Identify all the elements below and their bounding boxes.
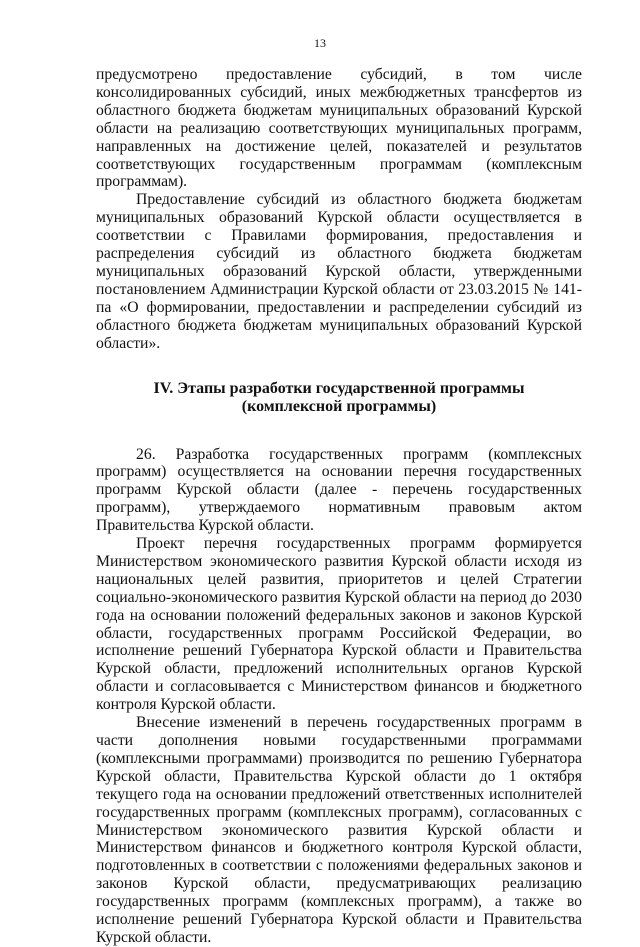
section-heading-line-1: IV. Этапы разработки государственной программы xyxy=(153,379,525,397)
paragraph: 26. Разработка государственных программ (комплексных программ) осуществляется на основании перечня государственных программ Курской области (далее - перечень государственных программ), утверждаемого нормативным правовым актом Правительства Курской области. xyxy=(96,445,582,535)
document-body xyxy=(96,66,582,947)
section-heading xyxy=(96,380,582,416)
paragraph: предусмотрено предоставление субсидий, в том числе консолидированных субсидий, иных межбюджетных трансфертов из областного бюджета бюджетам муниципальных образований Курской области на реализацию соответствующих муниципальных программ, направленных на достижение целей, показателей и результатов соответствующих государственным программам (комплексным программам). xyxy=(96,66,582,191)
section-heading-line-2: (комплексной программы) xyxy=(241,397,437,415)
paragraph: Внесение изменений в перечень государственных программ в части дополнения новыми государственными программами (комплексными программами) производится по решению Губернатора Курской области, Правительства Курской области до 1 октября текущего года на основании предложений ответственных исполнителей государственных программ (комплексных программ), согласованных с Министерством экономического развития Курской области и Министерством финансов и бюджетного контроля Курской области, подготовленных в соответствии с положениями федеральных законов и законов Курской области, предусматривающих реализацию государственных программ (комплексных программ), а также во исполнение решений Губернатора Курской области и Правительства Курской области. xyxy=(96,714,582,946)
paragraph: Проект перечня государственных программ формируется Министерством экономического развития Курской области исходя из национальных целей развития, приоритетов и целей Стратегии социально-экономического развития Курской области на период до 2030 года на основании положений федеральных законов и законов Курской области, государственных программ Российской Федерации, во исполнение решений Губернатора Курской области и Правительства Курской области, предложений исполнительных органов Курской области и согласовывается с Министерством финансов и бюджетного контроля Курской области. xyxy=(96,535,582,714)
paragraph: Предоставление субсидий из областного бюджета бюджетам муниципальных образований Курской области осуществляется в соответствии с Правилами формирования, предоставления и распределения субсидий из областного бюджета бюджетам муниципальных образований Курской области, утвержденными постановлением Администрации Курской области от 23.03.2015 № 141-па «О формировании, предоставлении и распределении субсидий из областного бюджета бюджетам муниципальных образований Курской области». xyxy=(96,191,582,352)
page-number: 13 xyxy=(314,36,326,50)
